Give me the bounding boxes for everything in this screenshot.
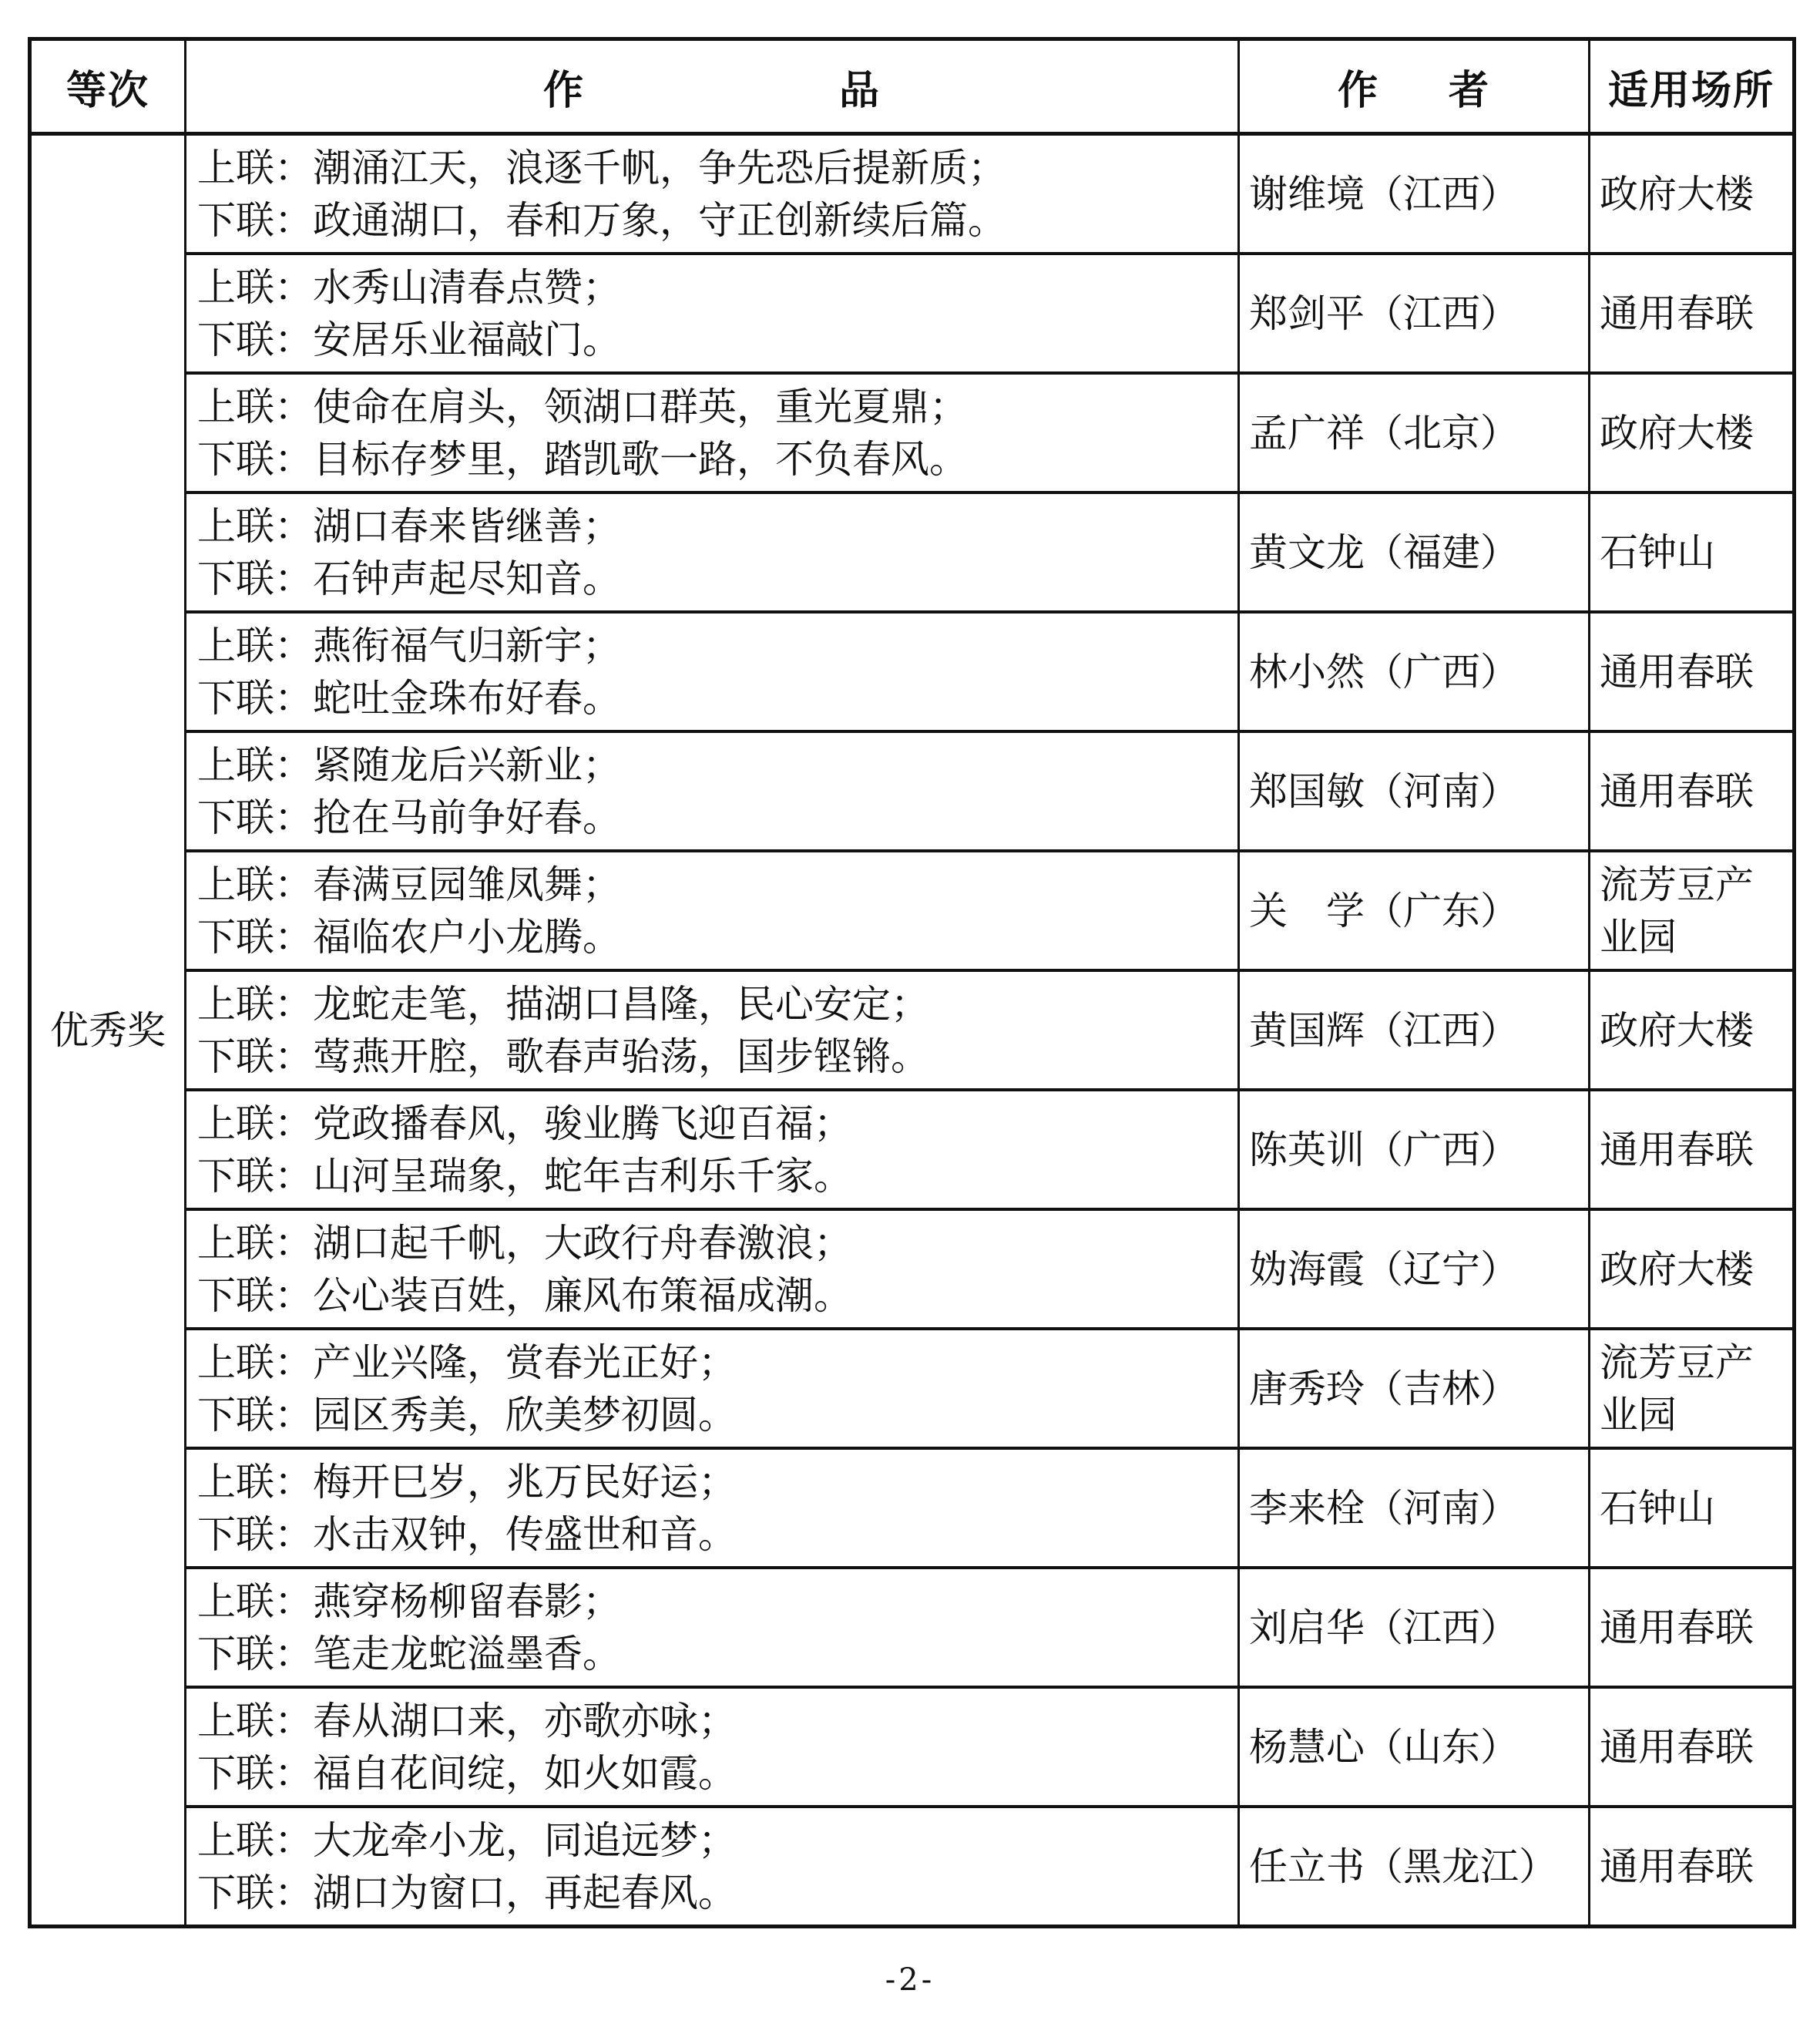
table-row [30,492,1795,612]
author-cell: 关 学（广东） [1239,851,1590,970]
upper-couplet: 上联：燕穿杨柳留春影； [197,1578,621,1624]
upper-couplet: 上联：龙蛇走笔，描湖口昌隆，民心安定； [197,981,929,1027]
lower-couplet: 下联：水击双钟，传盛世和音。 [197,1511,737,1557]
lower-couplet: 下联：目标存梦里，踏凯歌一路，不负春风。 [197,436,968,482]
lower-couplet: 下联：抢在马前争好春。 [197,795,621,840]
awards-table [28,37,1796,1928]
author-cell: 刘启华（江西） [1239,1568,1590,1687]
table-row [30,1687,1795,1807]
place-cell: 政府大楼 [1590,134,1795,254]
author-cell: 谢维境（江西） [1239,134,1590,254]
work-cell [186,254,1239,373]
place-cell: 通用春联 [1590,1807,1795,1927]
lower-couplet: 下联：笔走龙蛇溢墨香。 [197,1631,621,1676]
lower-couplet: 下联：园区秀美，欣美梦初圆。 [197,1392,737,1437]
lower-couplet: 下联：湖口为窗口，再起春风。 [197,1870,737,1915]
lower-couplet: 下联：安居乐业福敲门。 [197,317,621,362]
table-row [30,970,1795,1090]
upper-couplet: 上联：使命在肩头，领湖口群英，重光夏鼎； [197,384,968,429]
table-row [30,373,1795,492]
lower-couplet: 下联：福自花间绽，如火如霞。 [197,1750,737,1796]
work-cell [186,731,1239,851]
author-cell: 黄国辉（江西） [1239,970,1590,1090]
header-work-char1: 作 [542,67,585,114]
table-row [30,1448,1795,1568]
table-row [30,731,1795,851]
work-cell [186,134,1239,254]
lower-couplet: 下联：福临农户小龙腾。 [197,914,621,960]
table-row [30,1568,1795,1687]
lower-couplet: 下联：政通湖口，春和万象，守正创新续后篇。 [197,197,1006,243]
header-work-char2: 品 [839,67,881,114]
place-cell: 政府大楼 [1590,1209,1795,1329]
header-author [1239,39,1590,134]
upper-couplet: 上联：产业兴隆，赏春光正好； [197,1340,737,1385]
header-author-char1: 作 [1337,67,1379,114]
author-cell: 李来栓（河南） [1239,1448,1590,1568]
lower-couplet: 下联：山河呈瑞象，蛇年吉利乐千家。 [197,1153,852,1198]
upper-couplet: 上联：燕衔福气归新宇； [197,623,621,668]
upper-couplet: 上联：潮涌江天，浪逐千帆，争先恐后提新质； [197,145,1006,190]
upper-couplet: 上联：春从湖口来，亦歌亦咏； [197,1698,737,1743]
author-cell: 郑剑平（江西） [1239,254,1590,373]
place-cell: 通用春联 [1590,1090,1795,1209]
place-cell: 石钟山 [1590,492,1795,612]
work-cell [186,1090,1239,1209]
author-cell: 杨慧心（山东） [1239,1687,1590,1807]
work-cell [186,1209,1239,1329]
work-cell [186,1807,1239,1927]
work-cell [186,970,1239,1090]
grade-cell: 优秀奖 [30,134,186,1927]
work-cell [186,1687,1239,1807]
upper-couplet: 上联：党政播春风，骏业腾飞迎百福； [197,1101,852,1146]
upper-couplet: 上联：梅开巳岁，兆万民好运； [197,1459,737,1504]
table-row [30,1329,1795,1448]
upper-couplet: 上联：大龙牵小龙，同追远梦； [197,1817,737,1863]
lower-couplet: 下联：公心装百姓，廉风布策福成潮。 [197,1272,852,1318]
work-cell [186,492,1239,612]
place-cell: 通用春联 [1590,254,1795,373]
work-cell [186,1329,1239,1448]
upper-couplet: 上联：春满豆园雏凤舞； [197,862,621,907]
place-cell: 石钟山 [1590,1448,1795,1568]
work-cell [186,1448,1239,1568]
table-row [30,134,1795,254]
author-cell: 唐秀玲（吉林） [1239,1329,1590,1448]
table-row [30,1090,1795,1209]
upper-couplet: 上联：湖口起千帆，大政行舟春激浪； [197,1220,852,1266]
upper-couplet: 上联：紧随龙后兴新业； [197,742,621,788]
work-cell [186,1568,1239,1687]
upper-couplet: 上联：水秀山清春点赞； [197,264,621,310]
header-grade: 等次 [30,39,186,134]
place-cell: 流芳豆产业园 [1590,851,1795,970]
header-author-char2: 者 [1449,67,1491,114]
place-cell: 通用春联 [1590,1687,1795,1807]
page-number: -2- [885,1962,935,1998]
author-cell: 任立书（黑龙江） [1239,1807,1590,1927]
lower-couplet: 下联：石钟声起尽知音。 [197,556,621,601]
upper-couplet: 上联：湖口春来皆继善； [197,503,621,549]
place-cell: 通用春联 [1590,1568,1795,1687]
place-cell: 政府大楼 [1590,373,1795,492]
header-place: 适用场所 [1590,39,1795,134]
header-work [186,39,1239,134]
table-row [30,254,1795,373]
author-cell: 林小然（广西） [1239,612,1590,731]
table-row [30,1209,1795,1329]
header-row [30,39,1795,134]
author-cell: 郑国敏（河南） [1239,731,1590,851]
table-row [30,612,1795,731]
place-cell: 通用春联 [1590,731,1795,851]
author-cell: 黄文龙（福建） [1239,492,1590,612]
table-row [30,1807,1795,1927]
table-row [30,851,1795,970]
work-cell [186,612,1239,731]
place-cell: 流芳豆产业园 [1590,1329,1795,1448]
place-cell: 通用春联 [1590,612,1795,731]
lower-couplet: 下联：蛇吐金珠布好春。 [197,675,621,721]
author-cell: 陈英训（广西） [1239,1090,1590,1209]
author-cell: 妫海霞（辽宁） [1239,1209,1590,1329]
lower-couplet: 下联：莺燕开腔，歌春声骀荡，国步铿锵。 [197,1034,929,1079]
place-cell: 政府大楼 [1590,970,1795,1090]
author-cell: 孟广祥（北京） [1239,373,1590,492]
work-cell [186,851,1239,970]
work-cell [186,373,1239,492]
